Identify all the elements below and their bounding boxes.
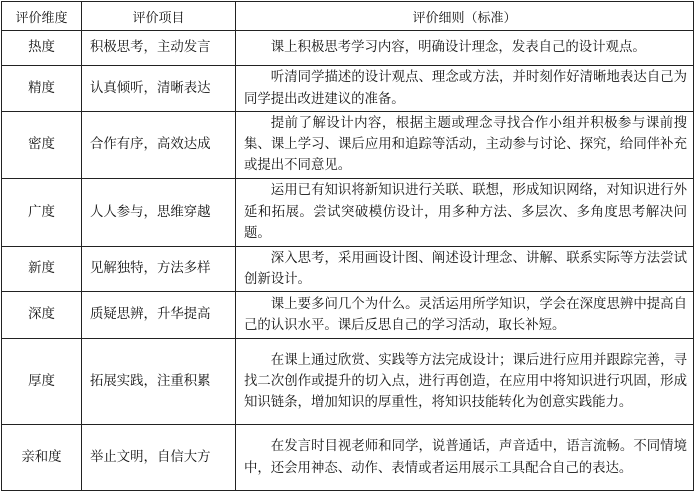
row-dimension: 密度: [2, 112, 82, 179]
row-detail-text: 听清同学描述的设计观点、理念或方法，并时刻作好清晰地表达自己为同学提出改进建议的准备。: [244, 70, 687, 107]
table-row: [2, 178, 694, 246]
row-item: 认真倾听，清晰表达: [82, 66, 236, 112]
row-detail: [236, 178, 694, 246]
table-row: [2, 112, 694, 179]
row-dimension: 新度: [2, 246, 82, 291]
row-detail: [236, 112, 694, 179]
table-row: [2, 66, 694, 112]
table-row: [2, 246, 694, 291]
row-dimension: 厚度: [2, 339, 82, 425]
header-row: [2, 2, 694, 31]
row-item: 积极思考，主动发言: [82, 31, 236, 66]
row-detail: [236, 339, 694, 425]
row-detail: [236, 31, 694, 66]
row-detail: [236, 292, 694, 339]
row-detail-text: 运用已有知识将新知识进行关联、联想，形成知识网络，对知识进行外延和拓展。尝试突破模仿设计，用多种方法、多层次、多角度思考解决问题。: [244, 183, 687, 241]
header-detail: 评价细则（标准）: [236, 2, 694, 31]
row-detail-text: 深入思考，采用画设计图、阐述设计理念、讲解、联系实际等方法尝试创新设计。: [244, 250, 687, 287]
row-item: 举止文明，自信大方: [82, 425, 236, 491]
row-detail-text: 在发言时目视老师和同学，说普通话，声音适中，语言流畅。不同情境中，还会用神态、动作、表情或者运用展示工具配合自己的表达。: [244, 439, 687, 476]
row-dimension: 亲和度: [2, 425, 82, 491]
row-detail-text: 课上要多问几个为什么。灵活运用所学知识，学会在深度思辨中提高自己的认识水平。课后反思自己的学习活动，取长补短。: [244, 296, 687, 334]
row-item: 人人参与，思维穿越: [82, 178, 236, 246]
row-dimension: 广度: [2, 178, 82, 246]
row-item: 见解独特，方法多样: [82, 246, 236, 291]
row-item: 拓展实践，注重积累: [82, 339, 236, 425]
row-dimension: 热度: [2, 31, 82, 66]
header-item: 评价项目: [82, 2, 236, 31]
table-row: [2, 292, 694, 339]
row-detail-text: 在课上通过欣赏、实践等方法完成设计；课后进行应用并跟踪完善，寻找二次创作或提升的切入点，进行再创造，在应用中将知识进行巩固，形成知识链条，增加知识的厚重性，将知识技能转化为创意实践能力。: [244, 352, 687, 411]
row-item: 合作有序，高效达成: [82, 112, 236, 179]
row-dimension: 深度: [2, 292, 82, 339]
row-detail: [236, 246, 694, 291]
row-detail-text: 课上积极思考学习内容，明确设计理念，发表自己的设计观点。: [270, 40, 646, 56]
header-dimension: 评价维度: [2, 2, 82, 31]
table-row: [2, 339, 694, 425]
evaluation-table: [1, 1, 694, 491]
row-detail-text: 提前了解设计内容，根据主题或理念寻找合作小组并积极参与课前搜集、课上学习、课后应用和追踪等活动，主动参与讨论、探究，给同伴补充或提出不同意见。: [244, 116, 687, 174]
table-row: [2, 31, 694, 66]
evaluation-table-container: [1, 1, 694, 491]
row-item: 质疑思辨，升华提高: [82, 292, 236, 339]
row-detail: [236, 66, 694, 112]
row-dimension: 精度: [2, 66, 82, 112]
